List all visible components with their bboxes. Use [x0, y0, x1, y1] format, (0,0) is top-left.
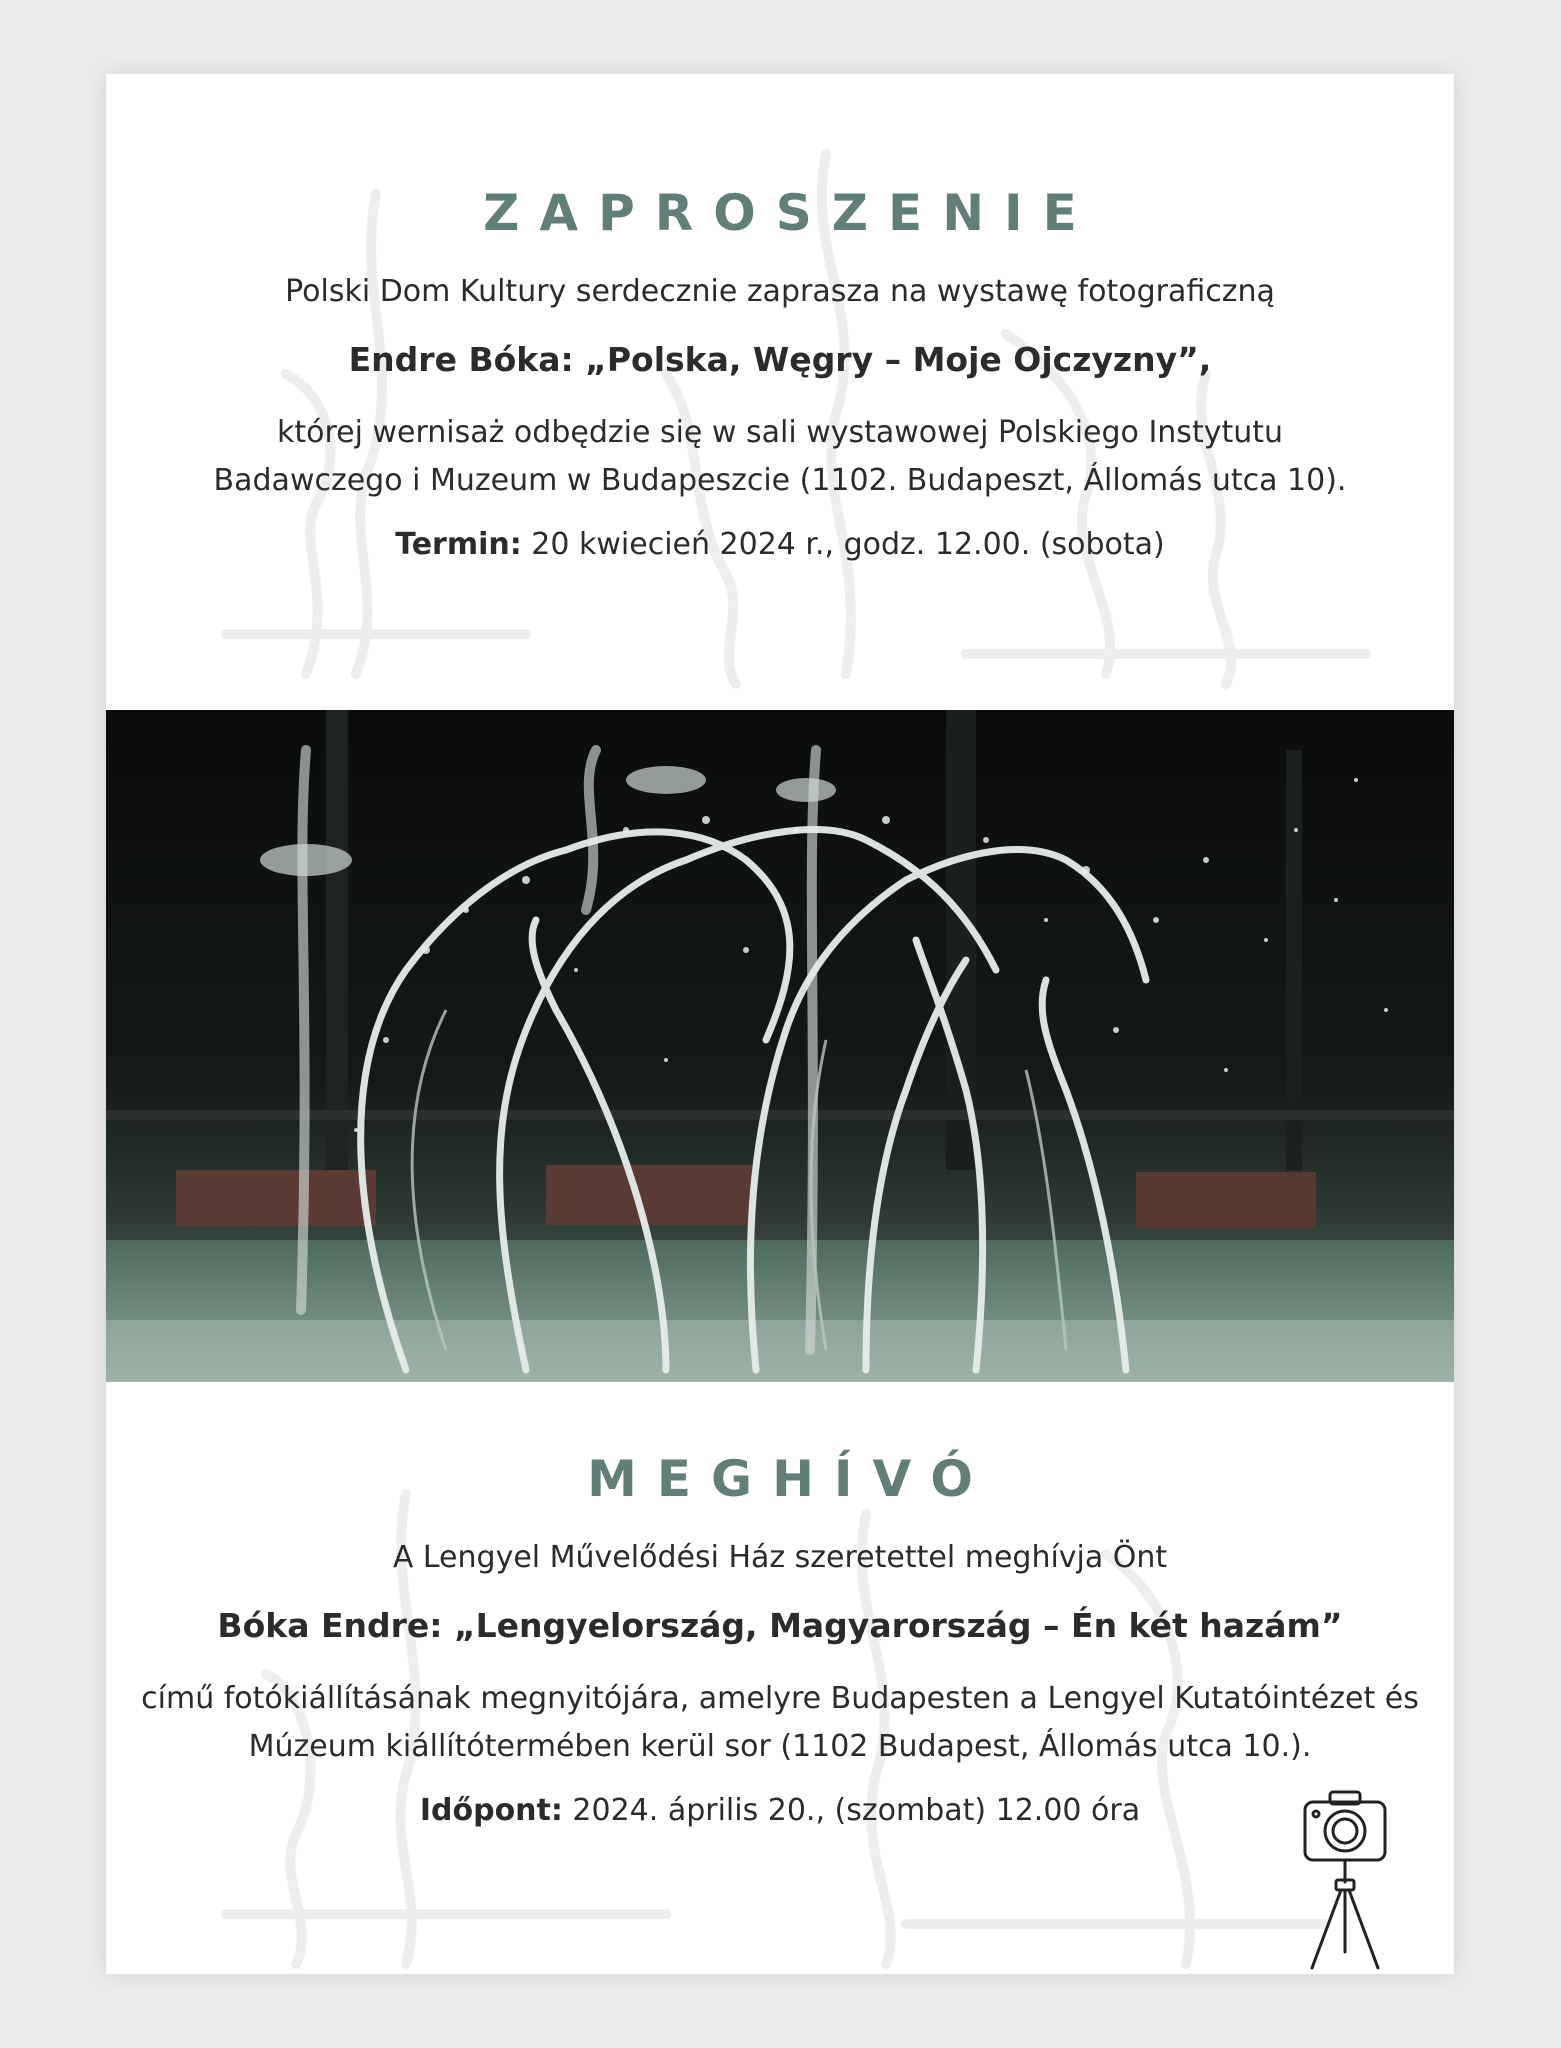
hungarian-date-value: 2024. április 20., (szombat) 12.00 óra [562, 1792, 1141, 1828]
hungarian-date-label: Időpont: [419, 1792, 563, 1828]
polish-invitation [106, 184, 1454, 569]
polish-date-label: Termin: [395, 526, 522, 562]
polish-heading: ZAPROSZENIE [483, 184, 1097, 242]
hungarian-exhibition-title: Bóka Endre: „Lengyelország, Magyarország – Én két hazám” [217, 1606, 1343, 1645]
fountain-photo [106, 710, 1454, 1382]
polish-venue-line-2: Badawczego i Muzeum w Budapeszcie (1102. Budapeszt, Állomás utca 10). [213, 462, 1347, 498]
polish-venue-line-1: której wernisaż odbędzie się w sali wystawowej Polskiego Instytutu [276, 414, 1284, 450]
polish-exhibition-title: Endre Bóka: „Polska, Węgry – Moje Ojczyzny”, [348, 340, 1212, 379]
invitation-sheet [106, 74, 1454, 1974]
polish-date-value: 20 kwiecień 2024 r., godz. 12.00. (sobota) [521, 526, 1165, 562]
hungarian-intro: A Lengyel Művelődési Ház szeretettel meghívja Önt [392, 1540, 1168, 1575]
camera-on-tripod-icon [1300, 1782, 1390, 1972]
hungarian-heading: MEGHÍVÓ [587, 1450, 993, 1508]
hungarian-venue-line-1: című fotókiállításának megnyitójára, amelyre Budapesten a Lengyel Kutatóintézet és [141, 1680, 1419, 1716]
hungarian-date [106, 1787, 1454, 1835]
hungarian-venue-line-2: Múzeum kiállítótermében kerül sor (1102 Budapest, Állomás utca 10.). [248, 1728, 1312, 1764]
hungarian-invitation [106, 1450, 1454, 1835]
polish-intro: Polski Dom Kultury serdecznie zaprasza na wystawę fotograficzną [285, 274, 1275, 309]
polish-date [106, 521, 1454, 569]
